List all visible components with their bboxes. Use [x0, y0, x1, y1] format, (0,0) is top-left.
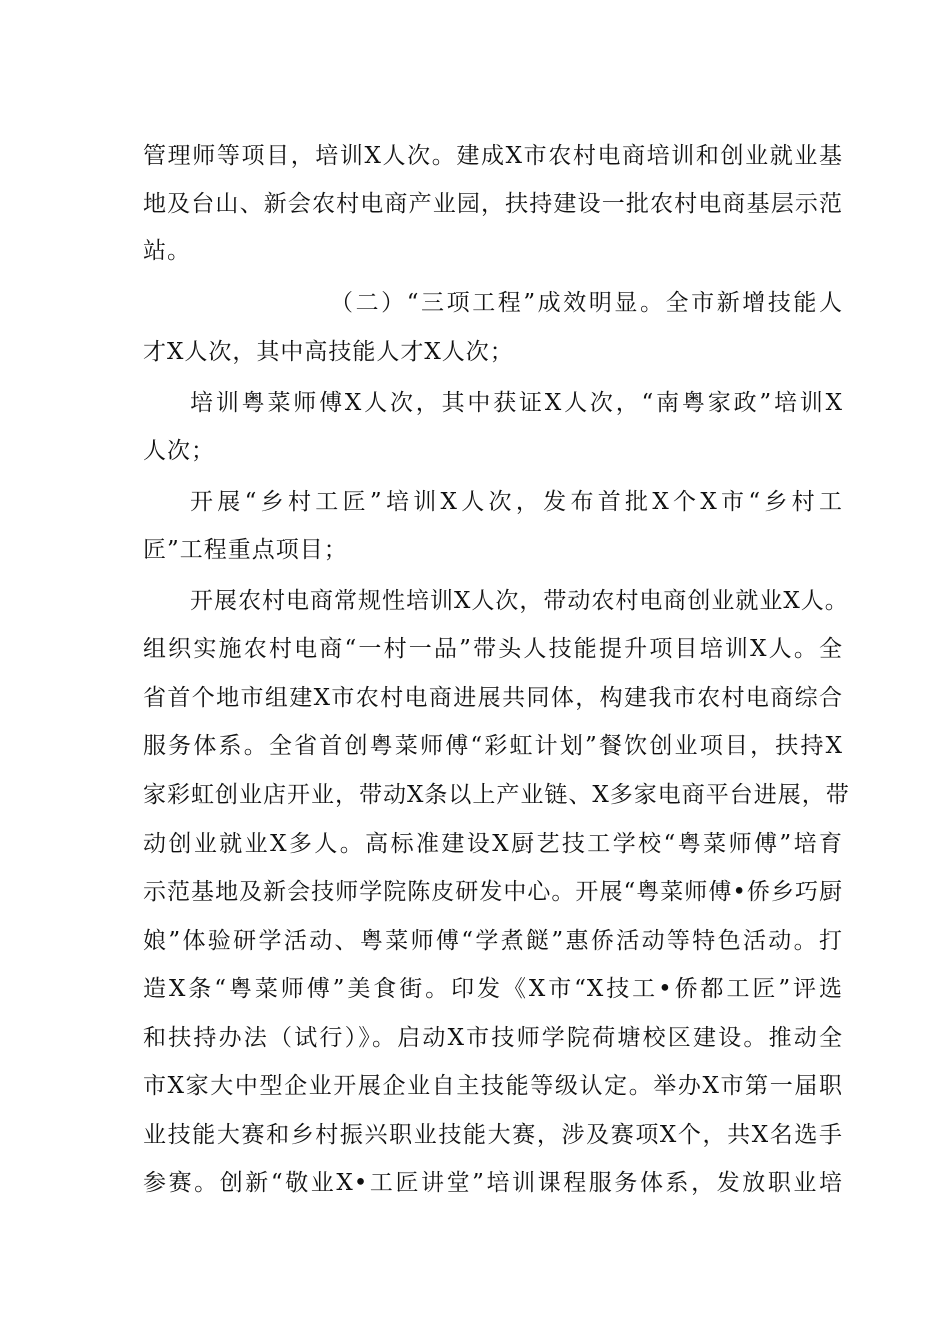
- text-line: 服务体系。全省首创粤菜师傅“彩虹计划”餐饮创业项目，扶持X: [143, 733, 843, 759]
- text-line: 培训粤菜师傅X人次，其中获证X人次，“南粤家政”培训X: [190, 390, 843, 416]
- text-line: 和扶持办法（试行）》。启动X市技师学院荷塘校区建设。推动全: [143, 1025, 843, 1051]
- text-line: 参赛。创新“敬业X•工匠讲堂”培训课程服务体系，发放职业培: [143, 1170, 843, 1196]
- text-line: 造X条“粤菜师傅”美食街。印发《X市“X技工•侨都工匠”评选: [143, 976, 843, 1002]
- text-line: 娘”体验研学活动、粤菜师傅“学煮餸”惠侨活动等特色活动。打: [143, 928, 843, 954]
- text-line: 示范基地及新会技师学院陈皮研发中心。开展“粤菜师傅•侨乡巧厨: [143, 879, 843, 905]
- text-line: 开展“乡村工匠”培训X人次，发布首批X个X市“乡村工: [190, 489, 843, 515]
- text-line: 管理师等项目，培训X人次。建成X市农村电商培训和创业就业基: [143, 143, 843, 169]
- text-line: 开展农村电商常规性培训X人次，带动农村电商创业就业X人。: [190, 588, 849, 614]
- text-line: 才X人次，其中高技能人才X人次；: [143, 339, 514, 365]
- text-line: 地及台山、新会农村电商产业园，扶持建设一批农村电商基层示范: [143, 191, 843, 217]
- text-line: 市X家大中型企业开展企业自主技能等级认定。举办X市第一届职: [143, 1073, 843, 1099]
- text-line: 动创业就业X多人。高标准建设X厨艺技工学校“粤菜师傅”培育: [143, 831, 843, 857]
- text-line: 匠”工程重点项目；: [143, 537, 348, 563]
- text-line: 家彩虹创业店开业，带动X条以上产业链、X多家电商平台进展，带: [143, 782, 850, 808]
- text-line: 组织实施农村电商“一村一品”带头人技能提升项目培训X人。全: [143, 636, 843, 662]
- text-line: 站。: [143, 238, 191, 264]
- text-line: 省首个地市组建X市农村电商进展共同体，构建我市农村电商综合: [143, 685, 843, 711]
- text-line: 业技能大赛和乡村振兴职业技能大赛，涉及赛项X个，共X名选手: [143, 1122, 843, 1148]
- text-line: 人次；: [143, 438, 215, 464]
- section-heading-line: （二）“三项工程”成效明显。全市新增技能人: [330, 290, 843, 316]
